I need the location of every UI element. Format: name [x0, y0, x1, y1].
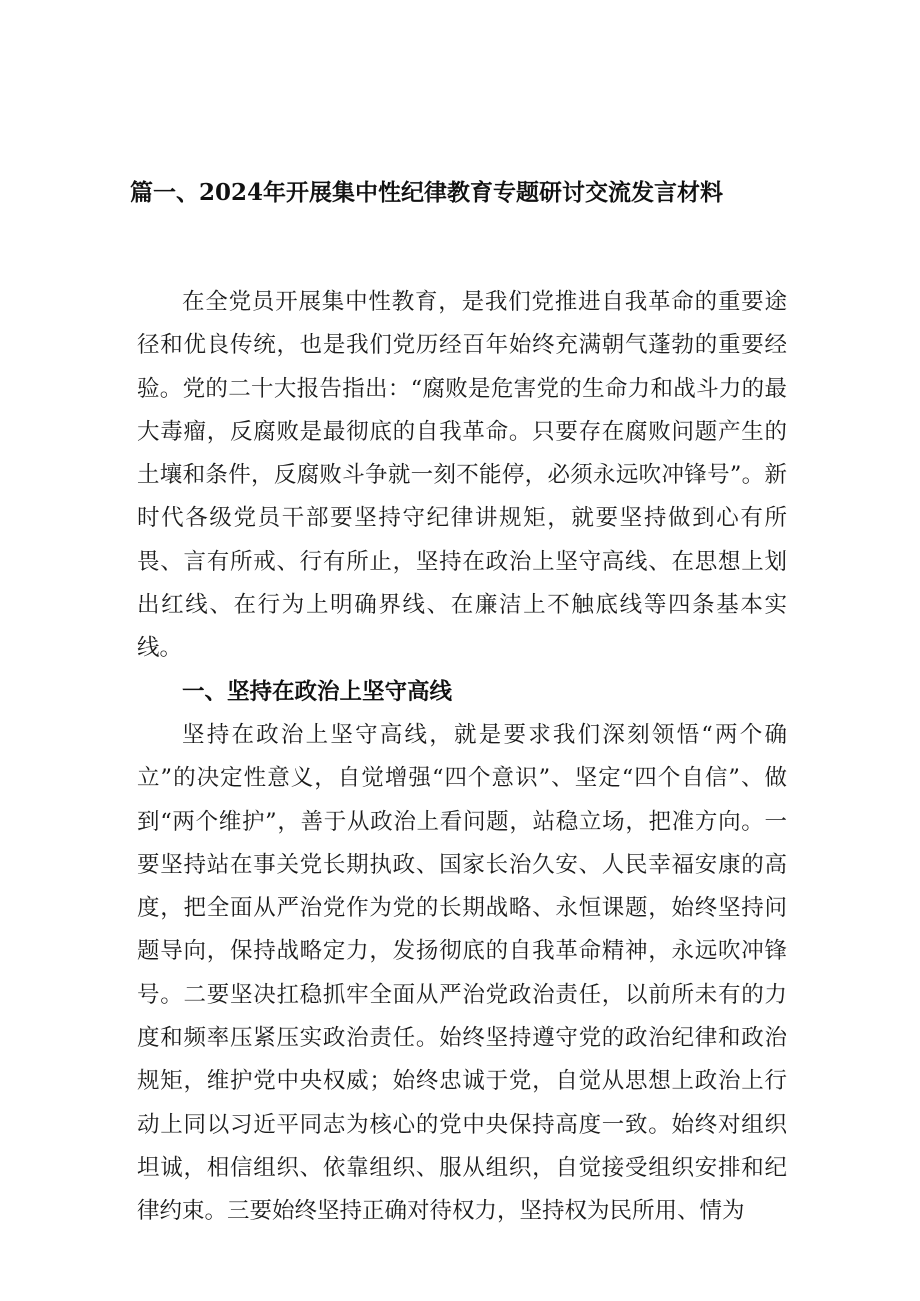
document-title: 篇一、2024年开展集中性纪律教育专题研讨交流发言材料	[130, 179, 724, 206]
section-heading: 一、坚持在政治上坚守高线	[182, 678, 453, 705]
section-paragraph: 坚持在政治上坚守高线，就是要求我们深刻领悟“两个确立”的决定性意义，自觉增强“四个意识”、坚定“四个自信”、做到“两个维护”，善于从政治上看问题，站稳立场，把准方向。一要坚持站在事关党长期执政、国家长治久安、人民幸福安康的高度，把全面从严治党作为党的长期战略、永恒课题，始终坚持问题导向，保持战略定力，发扬彻底的自我革命精神，永远吹冲锋号。二要坚决扛稳抓牢全面从严治党政治责任，以前所未有的力度和频率压紧压实政治责任。始终坚持遵守党的政治纪律和政治规矩，维护党中央权威；始终忠诚于党，自觉从思想上政治上行动上同以习近平同志为核心的党中央保持高度一致。始终对组织坦诚，相信组织、依靠组织、服从组织，自觉接受组织安排和纪律约束。三要始终坚持正确对待权力，坚持权为民所用、情为	[137, 721, 787, 1225]
intro-paragraph: 在全党员开展集中性教育，是我们党推进自我革命的重要途径和优良传统，也是我们党历经百年始终充满朝气蓬勃的重要经验。党的二十大报告指出：“腐败是危害党的生命力和战斗力的最大毒瘤，反腐败是最彻底的自我革命。只要存在腐败问题产生的土壤和条件，反腐败斗争就一刻不能停，必须永远吹冲锋号”。新时代各级党员干部要坚持守纪律讲规矩，就要坚持做到心有所畏、言有所戒、行有所止，坚持在政治上坚守高线、在思想上划出红线、在行为上明确界线、在廉洁上不触底线等四条基本实线。	[137, 289, 787, 662]
document-body	[137, 281, 787, 1234]
